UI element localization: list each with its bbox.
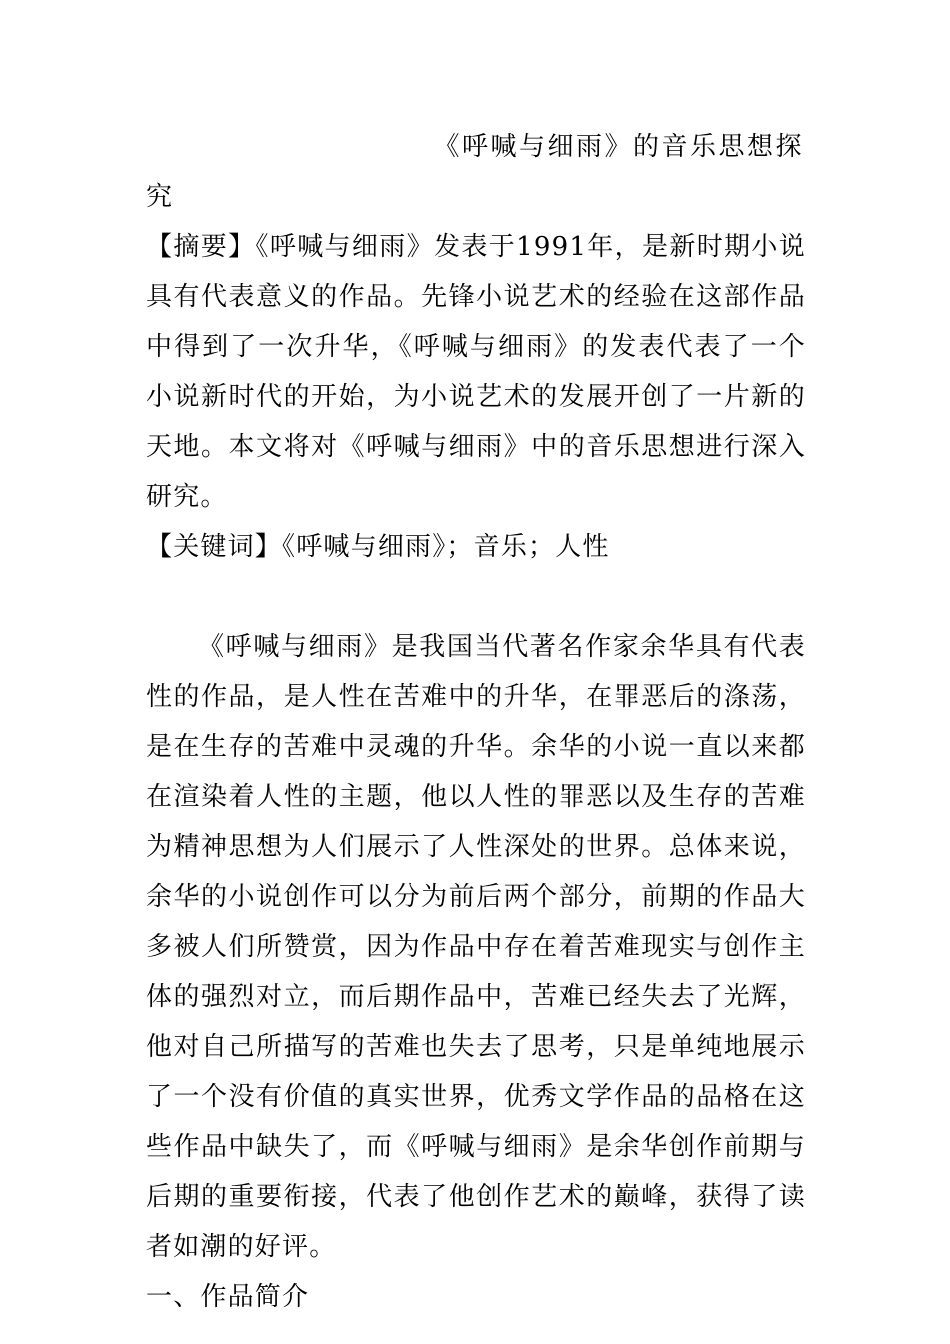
document-title	[146, 122, 806, 222]
keywords-paragraph	[146, 522, 806, 572]
section-heading-1: 一、作品简介	[146, 1282, 310, 1312]
title-line-1: 《呼喊与细雨》的音乐思想探	[433, 132, 804, 162]
abstract-text: 《呼喊与细雨》发表于1991年，是新时期小说具有代表意义的作品。先锋小说艺术的经验在这部作品中得到了一次升华，《呼喊与细雨》的发表代表了一个小说新时代的开始，为小说艺术的发展开创了一片新的天地。本文将对《呼喊与细雨》中的音乐思想进行深入研究。	[146, 232, 806, 512]
abstract-label: 【摘要】	[146, 232, 256, 262]
blank-line	[146, 572, 806, 622]
body-paragraph-1: 《呼喊与细雨》是我国当代著名作家余华具有代表性的作品，是人性在苦难中的升华，在罪恶后的涤荡，是在生存的苦难中灵魂的升华。余华的小说一直以来都在渲染着人性的主题，他以人性的罪恶以及生存的苦难为精神思想为人们展示了人性深处的世界。总体来说，余华的小说创作可以分为前后两个部分，前期的作品大多被人们所赞赏，因为作品中存在着苦难现实与创作主体的强烈对立，而后期作品中，苦难已经失去了光辉，他对自己所描写的苦难也失去了思考，只是单纯地展示了一个没有价值的真实世界，优秀文学作品的品格在这些作品中缺失了，而《呼喊与细雨》是余华创作前期与后期的重要衔接，代表了他创作艺术的巅峰，获得了读者如潮的好评。	[146, 632, 806, 1262]
abstract-paragraph	[146, 222, 806, 522]
keywords-label: 【关键词】	[146, 532, 283, 562]
document-page	[146, 122, 806, 1322]
title-line-2: 究	[146, 182, 175, 212]
keywords-text: 《呼喊与细雨》；音乐；人性	[282, 532, 610, 562]
